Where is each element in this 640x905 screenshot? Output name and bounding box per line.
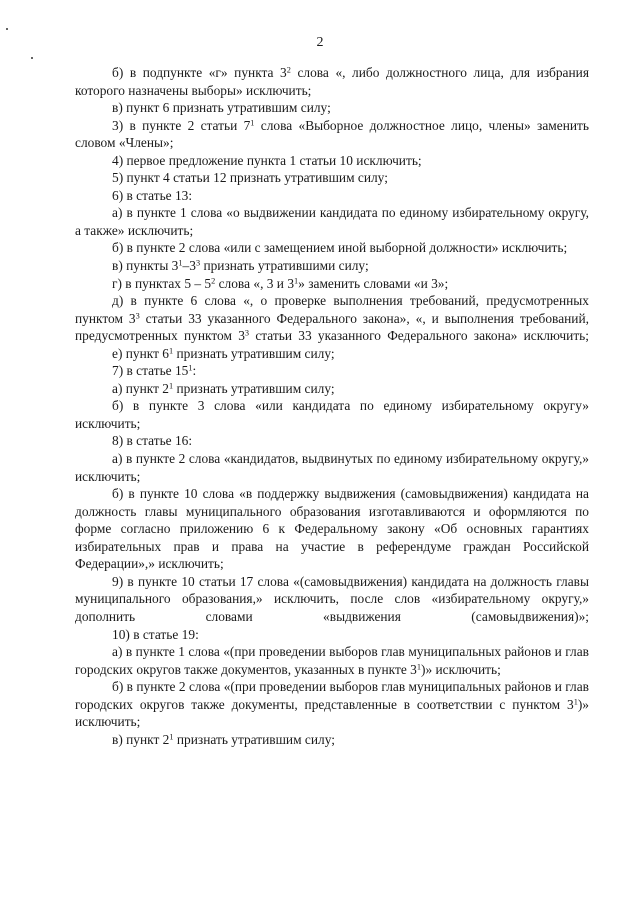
paragraph-text: б) в пункте 10 слова «в поддержку выдвижения (самовыдвижения) кандидата на должность главы муниципального образования изготавливаются и оформляются по форме согласно приложению 6 к Федеральному закону «Об основных гарантиях избирательных прав и права на участие в референдуме граждан Российской Федерации»,» исключить; [75,486,589,572]
paragraph-text: 10) в статье 19: [112,626,199,642]
paragraph-text: признать утратившим силу; [173,731,335,747]
paragraph [75,292,589,345]
paragraph-text: а) в пункте 1 слова «о выдвижении кандидата по единому избирательному округу, а также» исключить; [75,205,589,238]
scan-speck [6,28,8,30]
paragraph-text: слова «, 3 и 3 [215,275,295,291]
superscript: 1 [250,118,255,128]
paragraph [75,152,589,170]
paragraph [75,643,589,678]
paragraph-text: в) пункты 3 [112,258,179,274]
scan-speck [31,57,33,59]
paragraph [75,362,589,380]
superscript: 1 [294,276,299,285]
paragraph-text: 8) в статье 16: [112,433,193,449]
paragraph-text: а) в пункте 1 слова «(при проведении выборов глав муниципальных районов и глав городских округов также документов, указанных в пункте 3 [75,644,589,677]
paragraph-text: 9) в пункте 10 статьи 17 слова «(самовыдвижения) кандидата на должность главы муниципального образования,» исключить, после слов «избирательному округу,» дополнить словами «выдвижения (самовыдвижения)»; [75,573,589,624]
paragraph [75,117,589,152]
page-number: 2 [316,35,324,50]
paragraph-text: б) в пункте 2 слова «(при проведении выборов глав муниципальных районов и глав городских округов также документы, представленные в соответствии с пунктом 3 [75,679,589,712]
superscript: 2 [286,65,291,75]
superscript: 3 [195,258,201,268]
paragraph-text: д) в пункте 6 слова «, о проверке выполнения требований, предусмотренных пунктом 3 [75,293,589,326]
paragraph-text: )» исключить; [75,696,589,730]
paragraph [75,64,589,99]
paragraph-text: 7) в статье 15 [112,363,189,379]
paragraph [75,485,589,573]
paragraph [75,731,589,749]
paragraph [75,204,589,239]
superscript: 1 [169,732,174,742]
paragraph-text: б) в пункте 2 слова «или с замещением иной выборной должности» исключить; [112,240,568,256]
paragraph [75,380,589,398]
paragraph-text: –3 [182,258,196,274]
paragraph [75,573,589,626]
paragraph-text: слова «Выборное должностное лицо, члены» заменить словом «Члены»; [75,117,589,151]
paragraph-text: 3) в пункте 2 статьи 7 [112,117,251,133]
superscript: 1 [573,697,578,707]
paragraph-text: в) пункт 2 [112,731,170,747]
superscript: 1 [188,363,193,373]
paragraph-text: )» исключить; [420,661,501,677]
document-body [75,64,589,748]
paragraph [75,99,589,117]
paragraph-text: : [192,363,197,379]
paragraph [75,626,589,644]
paragraph [75,169,589,187]
superscript: 3 [135,311,140,321]
paragraph [75,239,589,257]
paragraph [75,397,589,432]
paragraph-text: 4) первое предложение пункта 1 статьи 10 исключить; [112,152,422,168]
superscript: 1 [169,381,174,391]
paragraph-text: слова «, либо должностного лица, для избрания которого назначены выборы» исключить; [75,65,589,98]
paragraph-text: 6) в статье 13: [112,187,193,203]
paragraph-text: б) в пункте 3 слова «или кандидата по единому избирательному округу» исключить; [75,398,589,431]
superscript: 1 [416,662,421,672]
paragraph-text: б) в подпункте «г» пункта 3 [112,65,287,80]
paragraph [75,432,589,450]
paragraph-text: » заменить словами «и 3»; [298,275,449,291]
paragraph-text: признать утратившим силу; [173,345,335,361]
paragraph [75,678,589,731]
paragraph-text: статьи 33 указанного Федерального закона» исключить; [249,328,589,344]
paragraph-text: статьи 33 указанного Федерального закона», «, и выполнения требований, предусмотренных пунктом 3 [75,310,589,344]
paragraph [75,257,589,275]
superscript: 3 [244,328,250,338]
paragraph-text: г) в пунктах 5 – 5 [112,275,212,291]
paragraph [75,345,589,363]
superscript: 2 [211,276,216,285]
paragraph-text: признать утратившим силу; [173,380,335,396]
paragraph [75,450,589,485]
paragraph-text: 5) пункт 4 статьи 12 признать утратившим силу; [112,170,388,186]
superscript: 1 [178,258,183,268]
paragraph-text: е) пункт 6 [112,345,170,361]
paragraph-text: признать утратившими силу; [200,258,369,274]
superscript: 1 [169,346,174,356]
paragraph-text: а) пункт 2 [112,380,170,396]
paragraph [75,187,589,205]
paragraph-text: в) пункт 6 признать утратившим силу; [112,100,331,116]
paragraph-text: а) в пункте 2 слова «кандидатов, выдвинутых по единому избирательному округу,» исключить; [75,451,589,484]
paragraph [75,275,589,293]
